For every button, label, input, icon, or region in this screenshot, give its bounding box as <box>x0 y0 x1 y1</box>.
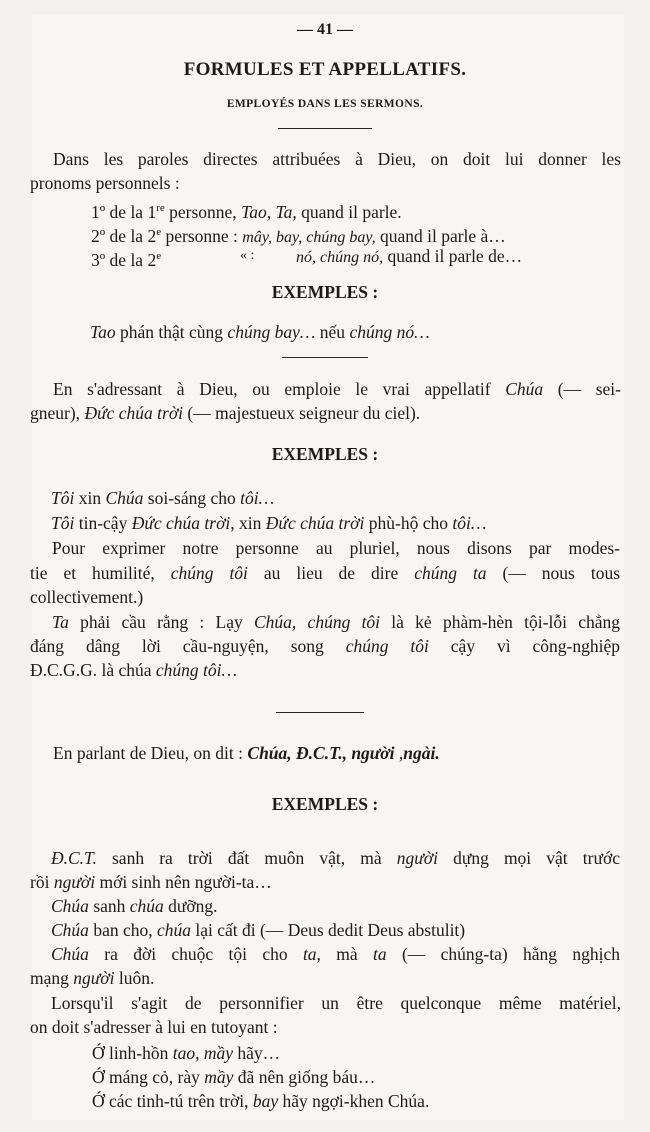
italic-text: Chúa <box>51 920 89 940</box>
text: , <box>394 743 404 763</box>
text: phù-hộ cho <box>364 513 453 533</box>
text: luôn. <box>114 968 155 988</box>
text: mới sinh nên người-ta… <box>95 872 272 892</box>
example-line <box>30 870 272 894</box>
text: (— chúng-ta) hằng nghịch <box>386 944 620 964</box>
italic-text: Tao <box>90 322 116 342</box>
italic-text: mây, bay, chúng bay, <box>242 228 376 246</box>
examples-heading: EXEMPLES : <box>271 282 379 302</box>
italic-text: Tôi <box>51 513 75 533</box>
text: Ớ các tinh-tú trên trời, <box>92 1091 253 1111</box>
text: personne : <box>161 225 243 246</box>
pronoun-list-item <box>91 244 161 272</box>
text: En s'adressant à Dieu, ou emploie le vrai appellatif <box>53 379 506 399</box>
text: lại cất đi (— Deus dedit Deus abstulit) <box>191 920 466 940</box>
text: dưỡng. <box>163 896 218 916</box>
text: là kẻ phàm-hèn tội-lỗi chẳng <box>380 612 620 632</box>
superscript: e <box>156 226 162 238</box>
text: mạng <box>30 968 74 988</box>
text: xin <box>234 513 266 533</box>
italic-text: ta <box>373 944 387 964</box>
text: mà <box>320 944 373 964</box>
divider <box>282 357 368 358</box>
vocative-line <box>92 1041 280 1065</box>
text: sanh <box>88 896 130 916</box>
paragraph-line <box>52 610 620 634</box>
pronoun-list-item-mark: « : <box>240 248 255 263</box>
italic-text: tôi… <box>452 513 487 533</box>
text: đáng dâng lời cầu-nguyện, song <box>30 636 346 656</box>
italic-text: Chúa, Đ.C.T., người <box>247 743 395 763</box>
paragraph-line <box>30 401 420 425</box>
pronoun-list-item-text <box>296 244 522 270</box>
italic-text: chúa <box>156 920 192 940</box>
paragraph-line: collectivement.) <box>30 587 144 607</box>
text: quand il parle. <box>296 201 402 222</box>
example-line <box>90 320 430 344</box>
italic-text: Chúa, chúng tôi <box>254 612 381 632</box>
text: (— majestueux seigneur du ciel). <box>183 403 421 423</box>
paragraph-line <box>30 658 237 682</box>
italic-text: Chúa <box>105 488 144 508</box>
text: Ớ máng cỏ, rày <box>92 1067 205 1087</box>
italic-text: Tao, Ta, <box>241 201 297 222</box>
italic-text: chúng nó… <box>349 322 430 342</box>
italic-text: chúng tôi <box>170 563 248 583</box>
page-subtitle: EMPLOYÉS DANS LES SERMONS. <box>226 98 424 110</box>
superscript: re <box>156 202 165 214</box>
text: quand il parle de… <box>383 246 523 266</box>
text: hãy ngợi-khen Chúa. <box>278 1091 430 1111</box>
italic-text: chúng tôi… <box>155 660 238 680</box>
text: xin <box>74 488 106 508</box>
text: ban cho, <box>88 920 157 940</box>
paragraph-line: on doit s'adresser à lui en tutoyant : <box>30 1017 278 1037</box>
italic-text: ta, <box>302 944 321 964</box>
italic-text: Tôi <box>51 488 75 508</box>
italic-text: bay <box>252 1091 279 1111</box>
paragraph-line: Lorsqu'il s'agit de personnifier un être quelconque même matériel, <box>51 993 621 1013</box>
text: sanh ra trời đất muôn vật, mà <box>96 848 397 868</box>
examples-heading: EXEMPLES : <box>271 444 379 464</box>
italic-text: Đức chúa trời, <box>131 513 235 533</box>
italic-text: chúng ta <box>414 563 487 583</box>
example-line <box>51 894 218 918</box>
superscript: e <box>156 250 162 262</box>
text: cậy vì công-nghiệp <box>428 636 620 656</box>
paragraph-line <box>53 741 440 765</box>
italic-text: Ta <box>52 612 69 632</box>
text: dựng mọi vật trước <box>437 848 620 868</box>
text: Đ.C.G.G. là chúa <box>30 660 156 680</box>
example-line <box>51 942 620 966</box>
italic-text: Chúa <box>51 896 89 916</box>
divider <box>276 712 364 713</box>
page-title: FORMULES ET APPELLATIFS. <box>183 59 467 80</box>
list-label: 1º de la 1 <box>91 201 157 222</box>
text: au lieu de dire <box>247 563 415 583</box>
paragraph-line <box>30 634 620 658</box>
italic-text: Chúa <box>51 944 89 964</box>
italic-text: chúng tôi <box>345 636 429 656</box>
italic-text: người <box>73 968 115 988</box>
examples-heading: EXEMPLES : <box>271 794 379 814</box>
paragraph-line: Dans les paroles directes attribuées à Dieu, on doit lui donner les <box>53 149 621 169</box>
italic-text: người <box>53 872 96 892</box>
text: đã nên giống báu… <box>233 1067 376 1087</box>
list-label: 2º de la 2 <box>91 225 157 246</box>
italic-text: mầy <box>204 1067 234 1087</box>
italic-text: nó, chúng nó, <box>296 249 384 266</box>
italic-text: Chúa <box>505 379 544 399</box>
text: quand il parle à… <box>375 225 506 246</box>
italic-text: Đức chúa trời <box>265 513 365 533</box>
italic-text: chúa <box>129 896 164 916</box>
text: En parlant de Dieu, on dit : <box>53 743 248 763</box>
text: tie et humilité, <box>30 563 171 583</box>
text: (— sei- <box>543 379 621 399</box>
example-line <box>51 846 620 870</box>
vocative-line <box>92 1089 429 1113</box>
vocative-line <box>92 1065 375 1089</box>
list-label: 3º de la 2 <box>91 249 157 270</box>
text: rồi <box>30 872 54 892</box>
example-line <box>30 966 154 990</box>
paragraph-line <box>30 561 620 585</box>
example-line <box>51 486 274 510</box>
italic-text: chúng bay… <box>227 322 316 342</box>
paragraph-line: pronoms personnels : <box>30 173 180 193</box>
text: soi-sáng cho <box>143 488 241 508</box>
text: gneur), <box>30 403 85 423</box>
text: phải cầu rằng : Lạy <box>68 612 254 632</box>
text: phán thật cùng <box>115 322 228 342</box>
paragraph-line <box>53 377 621 401</box>
italic-text: ngài. <box>403 743 440 763</box>
italic-text: tao, mầy <box>172 1043 233 1063</box>
text: (— nous tous <box>486 563 621 583</box>
italic-text: Đ.C.T. <box>51 848 97 868</box>
italic-text: tôi… <box>240 488 275 508</box>
text: Ớ linh-hồn <box>92 1043 173 1063</box>
page-number: — 41 — <box>297 21 353 38</box>
text: nếu <box>315 322 350 342</box>
text: hãy… <box>232 1043 281 1063</box>
italic-text: Đức chúa trời <box>84 403 184 423</box>
text: ra đời chuộc tội cho <box>88 944 303 964</box>
text: personne, <box>164 201 242 222</box>
italic-text: người <box>396 848 438 868</box>
divider <box>278 128 372 129</box>
example-line <box>51 918 465 942</box>
text: tin-cậy <box>74 513 132 533</box>
paragraph-line: Pour exprimer notre personne au pluriel, nous disons par modes- <box>52 538 620 558</box>
example-line <box>51 511 486 535</box>
